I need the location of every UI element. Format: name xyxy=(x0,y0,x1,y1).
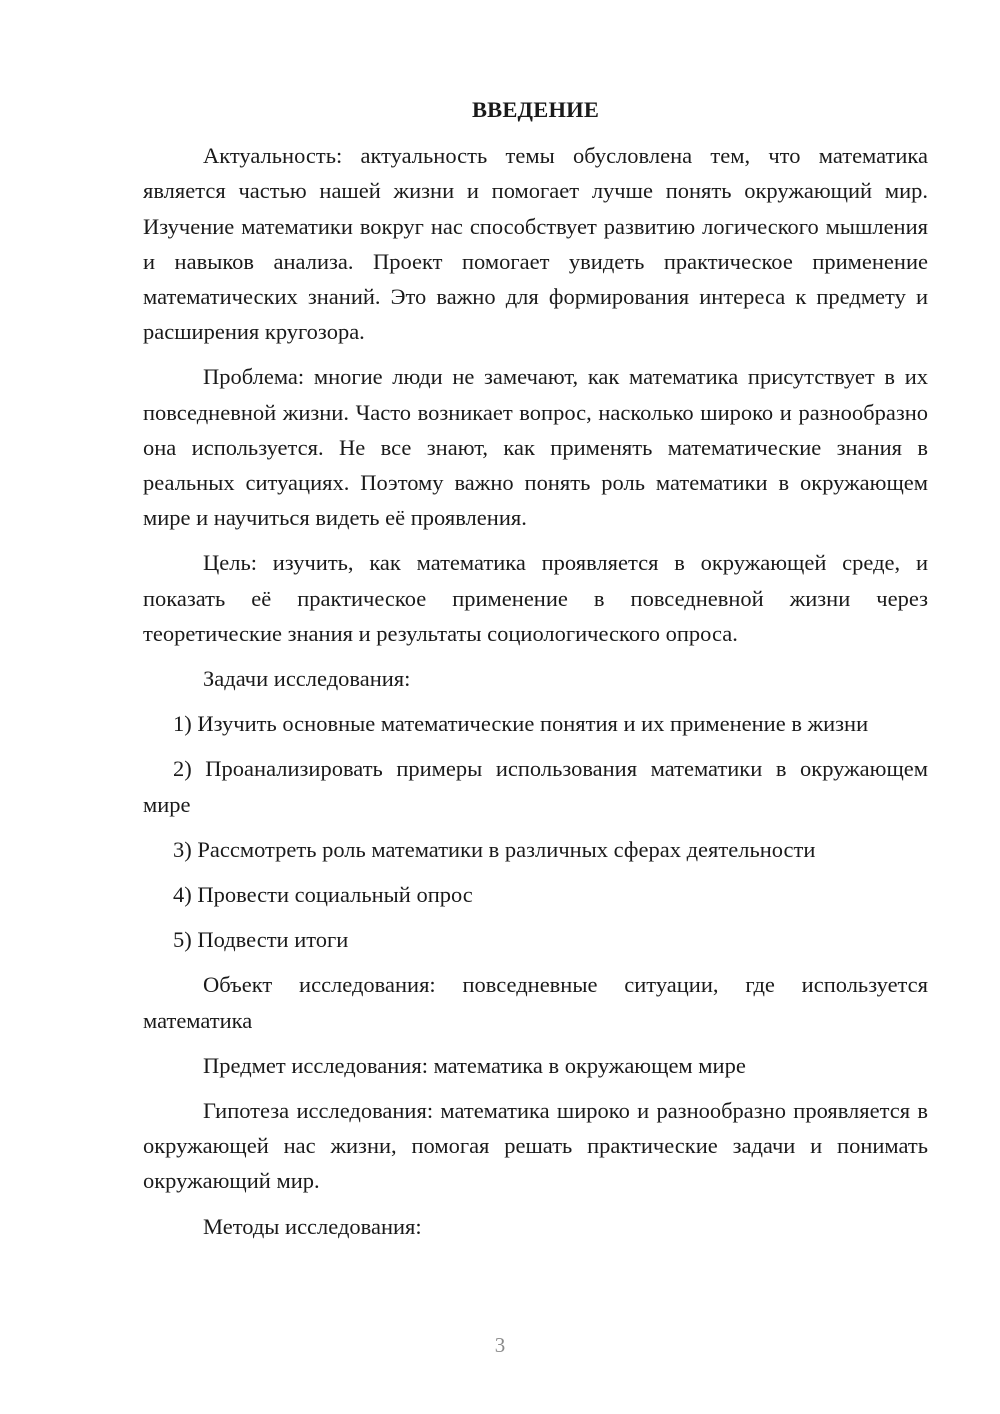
paragraph-goal: Цель: изучить, как математика проявляется в окружающей среде, и показать её практическое применение в повседневной жизни через теоретические знания и результаты социологического опроса. xyxy=(143,550,928,646)
paragraph-subject: Предмет исследования: математика в окружающем мире xyxy=(203,1052,746,1078)
page-title: ВВЕДЕНИЕ xyxy=(471,97,600,122)
paragraph-object: Объект исследования: повседневные ситуации, где используется математика xyxy=(143,972,928,1033)
task-list-item: 1) Изучить основные математические понятия и их применение в жизни xyxy=(173,711,869,737)
paragraph-relevance: Актуальность: актуальность темы обусловлена тем, что математика является частью нашей жизни и помогает лучше понять окружающий мир. Изучение математики вокруг нас способствует развитию логического мышления и навыков анализа. Проект помогает увидеть практическое применение математических знаний. Это важно для формирования интереса к предмету и расширения кругозора. xyxy=(143,143,928,345)
document-page xyxy=(143,92,928,1254)
paragraph-methods-heading: Методы исследования: xyxy=(203,1213,422,1239)
task-list-item: 4) Провести социальный опрос xyxy=(173,882,473,908)
paragraph-problem: Проблема: многие люди не замечают, как математика присутствует в их повседневной жизни. Часто возникает вопрос, насколько широко и разнообразно она используется. Не все знают, как применять математические знания в реальных ситуациях. Поэтому важно понять роль математики в окружающем мире и научиться видеть её проявления. xyxy=(143,364,928,531)
task-list-item: 3) Рассмотреть роль математики в различных сферах деятельности xyxy=(173,836,816,862)
page-number: 3 xyxy=(494,1333,506,1357)
paragraph-hypothesis: Гипотеза исследования: математика широко и разнообразно проявляется в окружающей нас жизни, помогая решать практические задачи и понимать окружающий мир. xyxy=(143,1098,928,1194)
task-list-item: 5) Подвести итоги xyxy=(173,927,349,953)
task-list-item: 2) Проанализировать примеры использования математики в окружающем мире xyxy=(143,756,928,817)
paragraph-tasks-heading: Задачи исследования: xyxy=(203,666,411,692)
